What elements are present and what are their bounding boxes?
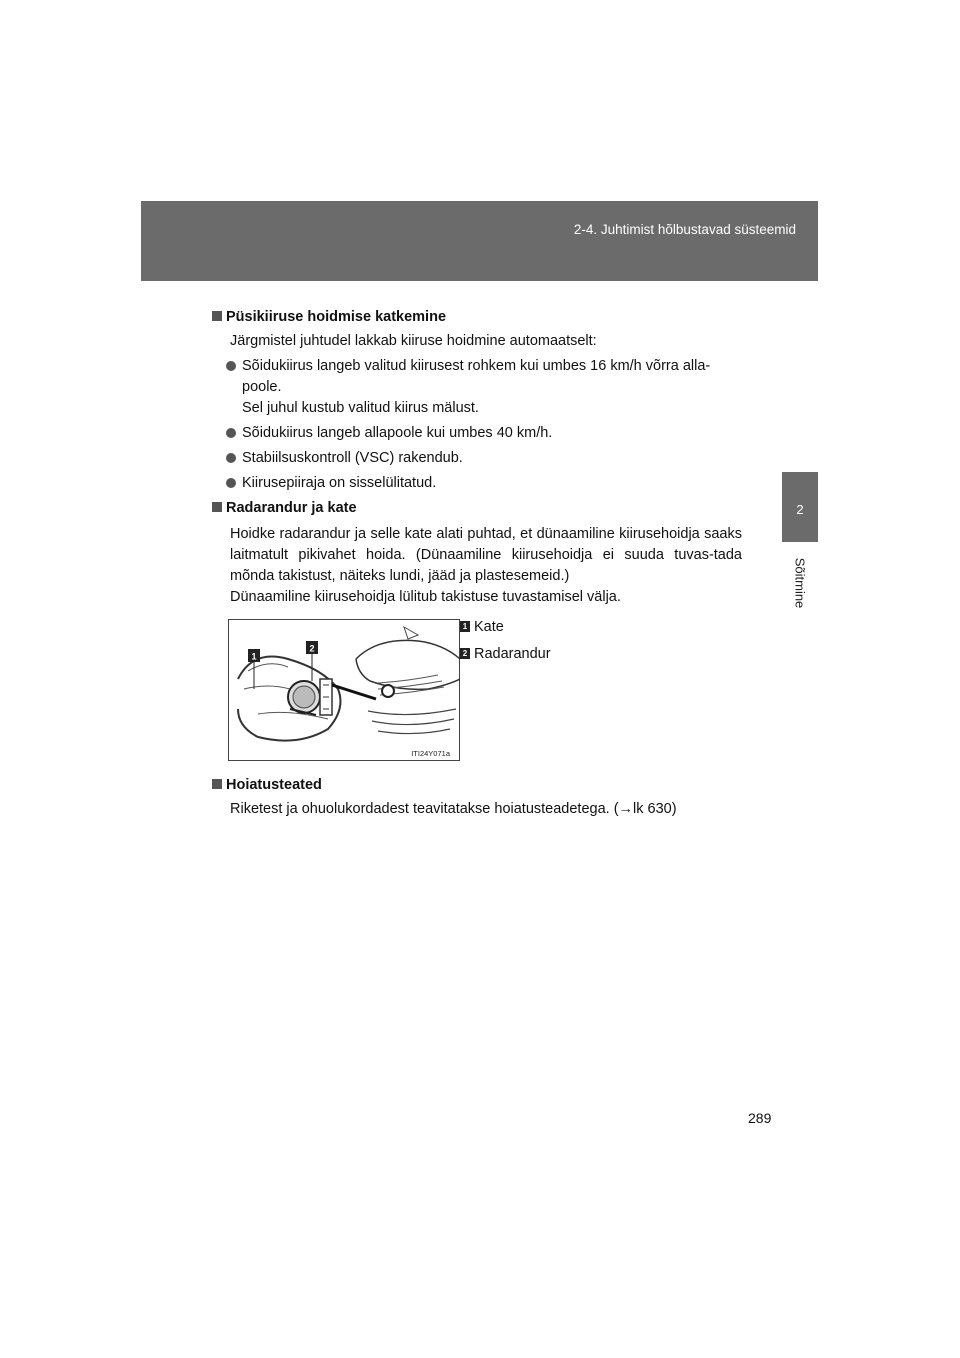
legend-item: 2 Radarandur [460,644,551,665]
page-number: 289 [748,1110,772,1126]
chapter-number: 2 [796,502,804,517]
section-paragraph: Hoidke radarandur ja selle kate alati puhtad, et dünaamiline kiirusehoidja saaks laitmatult pikivahet hoida. (Dünaamiline kiirusehoidja ei suuda tuvas-tada mõnda takistust, näiteks lundi, jääd ja plastesemeid.) [230,526,742,584]
bullet-dot-icon [226,453,236,463]
chapter-side-label [784,548,816,618]
square-bullet-icon [212,779,222,789]
figure-code: ITI24Y071a [411,749,450,758]
list-item: Kiirusepiiraja on sisselülitatud. [212,473,742,494]
section-title: Hoiatusteated [212,775,742,796]
svg-text:2: 2 [309,643,315,654]
list-item: Sõidukiirus langeb valitud kiirusest rohkem kui umbes 16 km/h võrra alla- poole. Sel juhul kustub valitud kiirus mälust. [212,356,742,419]
list-item: Sõidukiirus langeb allapoole kui umbes 40 km/h. [212,423,742,444]
section-title: Radarandur ja kate [212,498,742,519]
section-title: Püsikiiruse hoidmise katkemine [212,307,742,328]
figure-row [212,619,742,761]
page-content [212,307,742,820]
chapter-breadcrumb: 2-4. Juhtimist hõlbustavad süsteemid [573,222,796,237]
bullet-dot-icon [226,428,236,438]
list-item: Stabiilsuskontroll (VSC) rakendub. [212,448,742,469]
bullet-dot-icon [226,478,236,488]
bullet-dot-icon [226,361,236,371]
callout-number-badge: 2 [460,648,470,659]
chapter-side-label-text: Sõitmine [792,557,808,609]
radar-sensor-illustration [228,619,460,761]
figure-legend [460,617,551,671]
chapter-side-tab [782,472,818,542]
square-bullet-icon [212,502,222,512]
section-paragraph: Dünaamiline kiirusehoidja lülitub takistuse tuvastamisel välja. [230,589,621,605]
legend-item: 1 Kate [460,617,551,638]
svg-text:1: 1 [251,651,257,662]
section-paragraph: Riketest ja ohuolukordadest teavitatakse hoiatusteadetega. (→lk 630) [230,801,677,817]
chapter-header-bar [141,201,818,281]
square-bullet-icon [212,311,222,321]
section-intro: Järgmistel juhtudel lakkab kiiruse hoidmine automaatselt: [230,333,597,349]
callout-number-badge: 1 [460,621,470,632]
